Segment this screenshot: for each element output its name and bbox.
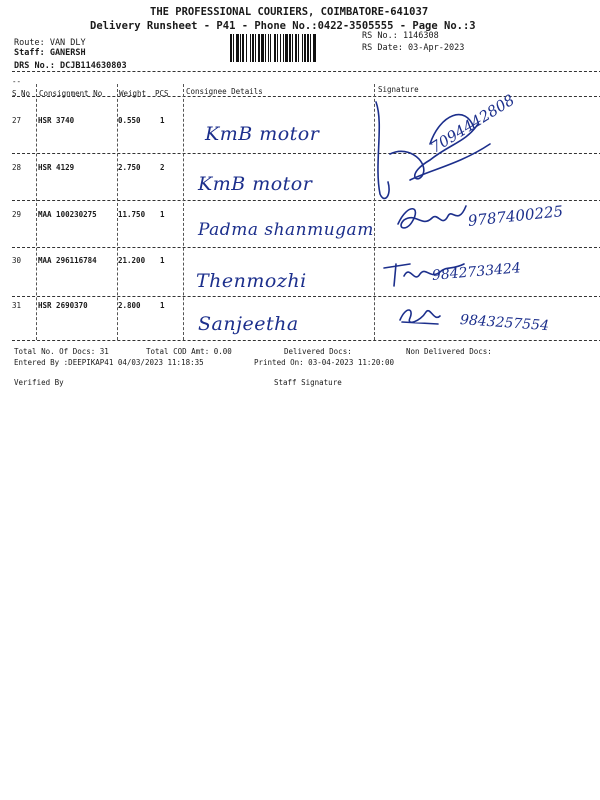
runsheet-page: THE PROFESSIONAL COURIERS, COIMBATORE-641037 Delivery Runsheet - P41 - Phone No.:0422-3505555 - Page No.:3 Route: VAN DLY Staff: GANERSH DRS No.: DCJB114630803 RS No.: 1146308 RS Date: 03-Apr-2023 -- S No Consignment No Weight PCS Consignee Details Signature 27 HSR 3740 0.550 1 KmB motor 28 HSR 4129 2.750 2 KmB motor 29 MAA 100230275 11.750 1 Padma shanmugam 30 MAA 296116784 21.200 1 Thenmozhi 31 HSR 2690370 2.800 1 Sanjeetha 7094442808 9787400225 9842733424 9843257554 Total No. Of Docs: 31 Total COD Amt: 0.00 Delivered Docs: Non Delivered Docs: Entered By :DEEPIKAP41 04/03/2023 11:18:35 Printed On: 03-04-2023 11:20:00 Verified By Staff Signature	[0, 0, 600, 800]
row-29-sno: 29	[12, 210, 22, 219]
entered-by: Entered By :DEEPIKAP41 04/03/2023 11:18:35	[14, 358, 204, 367]
col-pcs: PCS	[155, 89, 169, 98]
row-31-weight: 2.800	[118, 301, 141, 310]
row-28-consignee: KmB motor	[198, 173, 313, 195]
row-31-consignment: HSR 2690370	[38, 301, 88, 310]
staff-label: Staff: GANERSH	[14, 48, 86, 58]
company-name: THE PROFESSIONAL COURIERS, COIMBATORE-641037	[150, 6, 429, 18]
non-delivered-docs: Non Delivered Docs:	[406, 347, 492, 356]
row-29-consignment: MAA 100230275	[38, 210, 97, 219]
col-sno: S No	[12, 89, 31, 98]
verified-by: Verified By	[14, 378, 64, 387]
row-29-pcs: 1	[160, 210, 165, 219]
row-30-pcs: 1	[160, 256, 165, 265]
row-31-signature	[396, 302, 444, 328]
barcode-image	[228, 34, 356, 62]
col-consignment: Consignment No	[39, 89, 103, 98]
row-29-weight: 11.750	[118, 210, 146, 219]
row-28-sno: 28	[12, 163, 22, 172]
drs-label: DRS No.: DCJB114630803	[14, 61, 127, 71]
row-27-weight: 0.550	[118, 116, 141, 125]
total-docs: Total No. Of Docs: 31	[14, 347, 109, 356]
total-cod: Total COD Amt: 0.00	[146, 347, 232, 356]
staff-signature: Staff Signature	[274, 378, 342, 387]
runsheet-title: Delivery Runsheet - P41 - Phone No.:0422-3505555 - Page No.:3	[90, 20, 476, 32]
row-31-pcs: 1	[160, 301, 165, 310]
delivered-docs: Delivered Docs:	[284, 347, 352, 356]
row-28-consignment: HSR 4129	[38, 163, 75, 172]
row-29-consignee: Padma shanmugam	[198, 220, 374, 240]
row-28-pcs: 2	[160, 163, 165, 172]
row-29-signature	[392, 198, 472, 238]
row-30-consignee: Thenmozhi	[196, 270, 307, 292]
signature-stroke	[376, 102, 389, 198]
row-27-consignee: KmB motor	[205, 123, 320, 145]
row-30-sno: 30	[12, 256, 22, 265]
rs-no-label: RS No.: 1146308	[362, 31, 439, 41]
row-27-consignment: HSR 3740	[38, 116, 75, 125]
route-label: Route: VAN DLY	[14, 38, 86, 48]
row-27-signature-phone: 7094442808	[427, 90, 518, 157]
row-28-weight: 2.750	[118, 163, 141, 172]
row-30-consignment: MAA 296116784	[38, 256, 97, 265]
row-31-consignee: Sanjeetha	[198, 313, 299, 335]
row-29-signature-phone: 9787400225	[467, 202, 564, 230]
row-27-sno: 27	[12, 116, 22, 125]
row-30-signature-phone: 9842733424	[431, 260, 522, 284]
row-30-weight: 21.200	[118, 256, 146, 265]
row-31-signature-phone: 9843257554	[459, 312, 550, 335]
row-31-sno: 31	[12, 301, 22, 310]
col-signature: Signature	[378, 85, 419, 94]
row-27-pcs: 1	[160, 116, 165, 125]
rs-date-label: RS Date: 03-Apr-2023	[362, 43, 465, 53]
printed-on: Printed On: 03-04-2023 11:20:00	[254, 358, 394, 367]
col-weight: Weight	[119, 89, 147, 98]
col-consignee: Consignee Details	[186, 87, 263, 96]
